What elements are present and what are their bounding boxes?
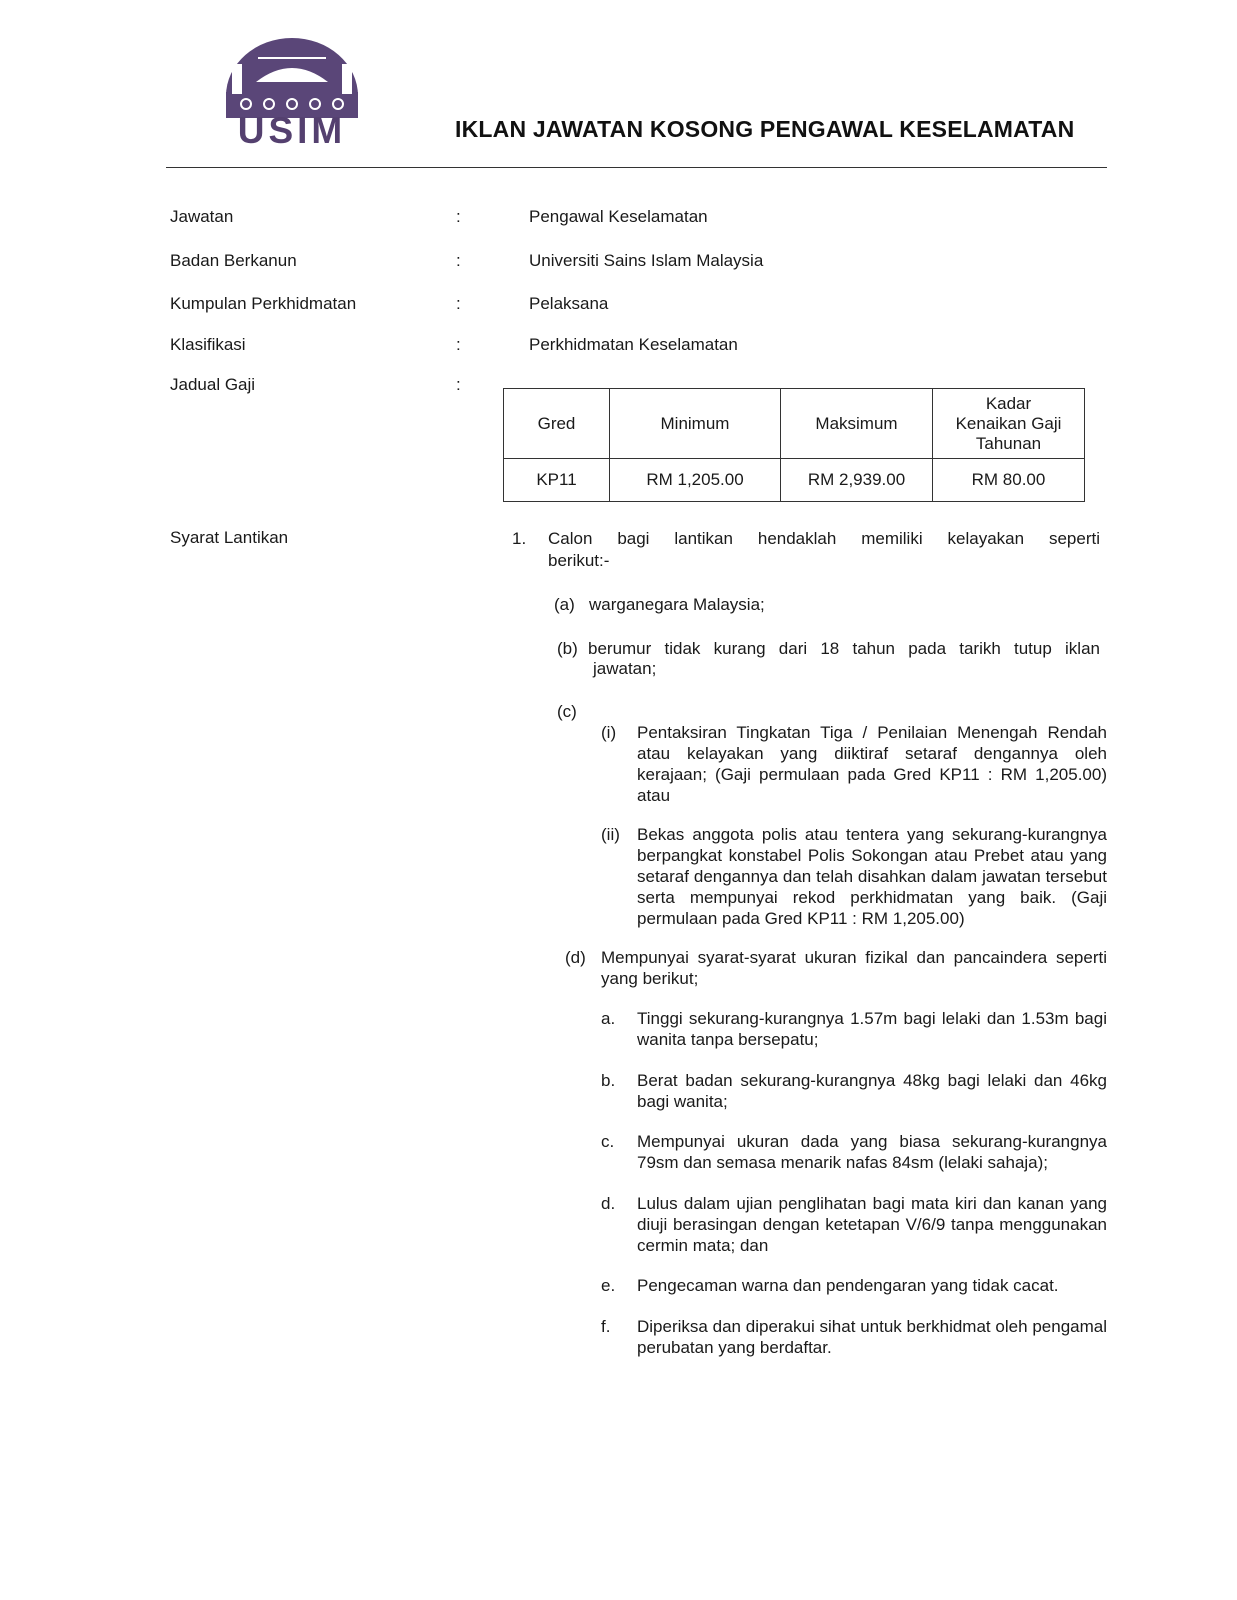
- value-badan-berkanun: Universiti Sains Islam Malaysia: [529, 251, 764, 270]
- salary-table: [503, 388, 1085, 502]
- label-badan-berkanun: Badan Berkanun: [170, 251, 297, 270]
- header-kadar-kenaikan: Kadar Kenaikan Gaji Tahunan: [933, 389, 1085, 459]
- value-klasifikasi: Perkhidmatan Keselamatan: [529, 335, 738, 354]
- syarat-d-e-text: Pengecaman warna dan pendengaran yang tidak cacat.: [637, 1276, 1059, 1295]
- syarat-intro: Calon bagi lantikan hendaklah memiliki kelayakan seperti: [548, 529, 1100, 548]
- marker-d-f: f.: [601, 1317, 611, 1336]
- cell-maksimum: RM 2,939.00: [781, 459, 933, 502]
- colon: :: [456, 251, 461, 270]
- marker-d-e: e.: [601, 1276, 616, 1295]
- syarat-a-text: warganegara Malaysia;: [589, 595, 765, 614]
- syarat-d-text: Mempunyai syarat-syarat ukuran fizikal dan pancaindera seperti yang berikut;: [601, 948, 1107, 988]
- label-jadual-gaji: Jadual Gaji: [170, 375, 256, 394]
- marker-d-c: c.: [601, 1132, 615, 1151]
- marker-d-d: d.: [601, 1194, 616, 1213]
- salary-table-row: [504, 459, 1085, 502]
- marker-d-a: a.: [601, 1009, 616, 1028]
- marker-c: (c): [557, 702, 577, 721]
- item-number: 1.: [512, 529, 527, 548]
- header-maksimum: Maksimum: [781, 389, 933, 459]
- value-jawatan: Pengawal Keselamatan: [529, 207, 708, 226]
- marker-d-b: b.: [601, 1071, 616, 1090]
- marker-c-ii: (ii): [601, 825, 620, 844]
- label-klasifikasi: Klasifikasi: [170, 335, 246, 354]
- salary-table-header: [504, 389, 1085, 459]
- syarat-b-text: berumur tidak kurang dari 18 tahun pada tarikh tutup iklan: [588, 639, 1100, 658]
- syarat-intro-cont: berikut:-: [548, 551, 610, 570]
- header-minimum: Minimum: [610, 389, 781, 459]
- syarat-d-a-text: Tinggi sekurang-kurangnya 1.57m bagi lelaki dan 1.53m bagi wanita tanpa bersepatu;: [637, 1009, 1107, 1049]
- label-syarat-lantikan: Syarat Lantikan: [170, 528, 289, 547]
- header-divider: [166, 167, 1107, 168]
- syarat-d-f-text: Diperiksa dan diperakui sihat untuk berkhidmat oleh pengamal perubatan yang berdaftar.: [637, 1317, 1107, 1357]
- colon: :: [456, 375, 461, 394]
- syarat-b-text-cont: jawatan;: [593, 659, 657, 678]
- colon: :: [456, 207, 461, 226]
- colon: :: [456, 294, 461, 313]
- marker-c-i: (i): [601, 723, 617, 742]
- colon: :: [456, 335, 461, 354]
- marker-a: (a): [554, 595, 575, 614]
- marker-d: (d): [565, 948, 586, 967]
- syarat-d-b-text: Berat badan sekurang-kurangnya 48kg bagi lelaki dan 46kg bagi wanita;: [637, 1071, 1107, 1111]
- cell-minimum: RM 1,205.00: [610, 459, 781, 502]
- cell-gred: KP11: [504, 459, 610, 502]
- syarat-d-d-text: Lulus dalam ujian penglihatan bagi mata kiri dan kanan yang diuji berasingan dengan ketetapan V/6/9 tanpa menggunakan cermin mata; dan: [637, 1194, 1107, 1255]
- marker-b: (b): [557, 639, 578, 658]
- syarat-c-ii-text: Bekas anggota polis atau tentera yang sekurang-kurangnya berpangkat konstabel Polis Sokongan atau Prebet atau yang setaraf dengannya dan telah disahkan dalam jawatan tersebut serta mempunyai rekod perkhidmatan yang baik. (Gaji permulaan pada Gred KP11 : RM 1,205.00): [637, 825, 1107, 928]
- logo-wordmark: USIM: [237, 110, 347, 151]
- syarat-c-i-text: Pentaksiran Tingkatan Tiga / Penilaian Menengah Rendah atau kelayakan yang diiktiraf setaraf dengannya oleh kerajaan; (Gaji permulaan pada Gred KP11 : RM 1,205.00) atau: [637, 723, 1107, 805]
- header-gred: Gred: [504, 389, 610, 459]
- syarat-d-c-text: Mempunyai ukuran dada yang biasa sekurang-kurangnya 79sm dan semasa menarik nafas 84sm (lelaki sahaja);: [637, 1132, 1107, 1172]
- value-kumpulan-perkhidmatan: Pelaksana: [529, 294, 609, 313]
- label-jawatan: Jawatan: [170, 207, 234, 226]
- cell-kadar: RM 80.00: [933, 459, 1085, 502]
- label-kumpulan-perkhidmatan: Kumpulan Perkhidmatan: [170, 294, 357, 313]
- page-title: IKLAN JAWATAN KOSONG PENGAWAL KESELAMATAN: [455, 116, 1075, 142]
